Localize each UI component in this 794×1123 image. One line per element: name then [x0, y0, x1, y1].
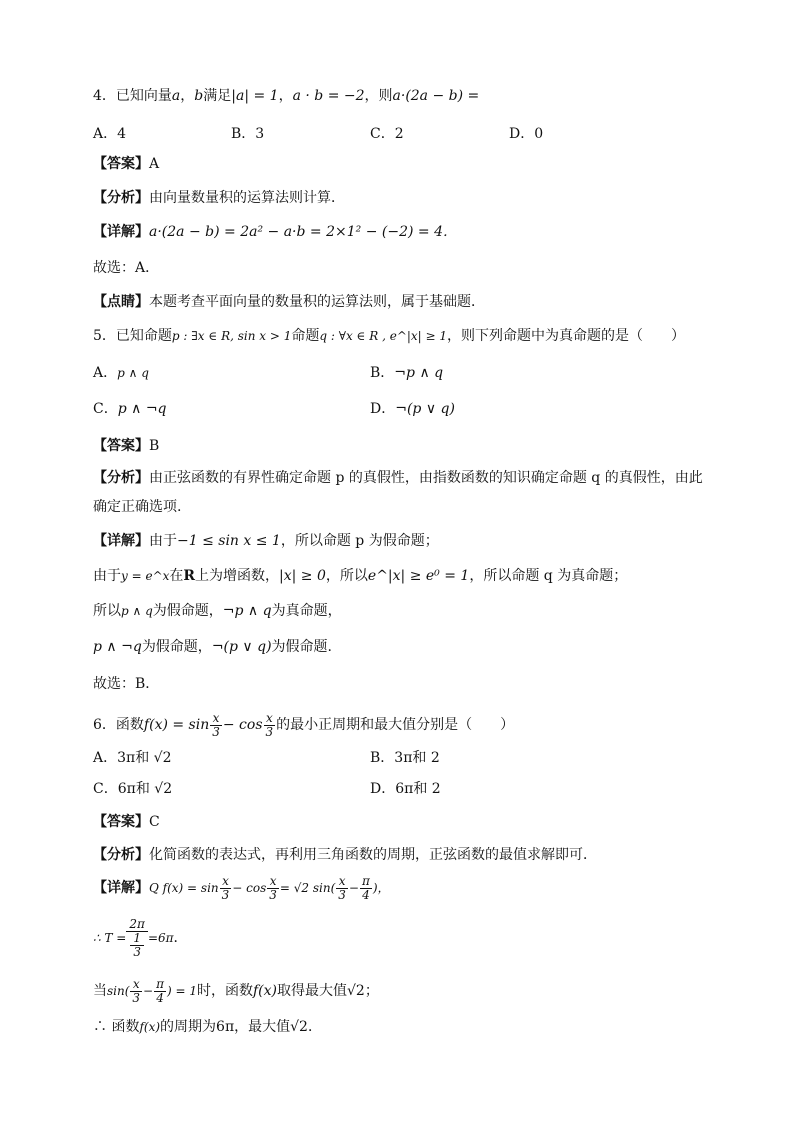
denominator: 3 [338, 887, 346, 902]
numerator: π [156, 976, 164, 991]
q5-stem [93, 326, 685, 346]
q5-detail-line2 [93, 566, 627, 586]
q6-stem-a: 6．函数 [93, 717, 144, 733]
text: 所以 [93, 603, 121, 619]
text: 的周期为 [160, 1019, 217, 1035]
math: ∴ T = [93, 931, 127, 945]
q5-q-def: q : ∀x ∈ R , e^|x| ≥ 1 [319, 329, 448, 343]
math: p ∧ q [121, 604, 153, 618]
text: ，所以命题 q 为真命题； [469, 568, 628, 584]
text: 时，函数 [197, 983, 253, 999]
math: f(x) [139, 1020, 161, 1034]
math: = √2 sin( [279, 881, 336, 895]
option-math: ¬p ∧ q [394, 365, 444, 381]
q6-answer [93, 812, 160, 832]
math: √2 [290, 1019, 308, 1035]
math: sin( [107, 984, 130, 998]
q4-detail [93, 222, 457, 242]
q5-answer-value: B [149, 438, 160, 454]
q4-option-d: D．0 [509, 126, 544, 142]
fraction [267, 875, 279, 902]
math: y = e^x [121, 569, 170, 583]
q6-option-d [370, 779, 441, 799]
math: − [348, 881, 359, 895]
fraction [360, 875, 372, 902]
denominator: 3 [265, 724, 274, 739]
q6-detail-line3 [93, 976, 379, 1006]
option-math: 3π和 2 [394, 750, 440, 766]
q4-then: ，则 [364, 88, 393, 104]
text: 在 [169, 568, 184, 584]
denominator: 3 [269, 887, 277, 902]
q5-answer [93, 436, 159, 456]
analysis-tag: 【分析】 [93, 190, 149, 206]
math: Q f(x) = sin [149, 881, 219, 895]
q4-sep: ， [180, 88, 195, 104]
q6-stem-b: 的最小正周期和最大值分别是（ ） [276, 717, 515, 733]
numerator: 1 [130, 932, 144, 946]
math: √2 [347, 983, 365, 999]
q4-answer-value: A [149, 156, 160, 172]
q5-option-a [93, 363, 149, 383]
option-label: D． [370, 781, 396, 797]
answer-tag: 【答案】 [93, 814, 149, 830]
fraction [154, 978, 166, 1005]
q4-vector-b: b [194, 88, 204, 104]
math: f(x) [253, 983, 278, 999]
denominator: 3 [132, 990, 141, 1005]
denominator: 3 [221, 887, 230, 902]
q4-stem [93, 86, 479, 106]
text: 为假命题. [271, 639, 332, 655]
detail-tag: 【详解】 [93, 224, 149, 240]
q5-detail-line3 [93, 601, 342, 621]
numerator: x [264, 712, 276, 726]
q6-option-c [93, 779, 172, 799]
option-label: B． [370, 750, 395, 766]
q4-analysis-text: 由向量数量积的运算法则计算． [149, 190, 345, 206]
text: ． [173, 930, 188, 946]
math: − cos [232, 881, 267, 895]
math: ) = 1 [167, 984, 197, 998]
option-math: 6π和 2 [395, 781, 441, 797]
math: e^|x| ≥ e⁰ = 1 [367, 568, 470, 584]
q4-norm: |a| = 1 [231, 88, 279, 104]
option-label: C． [93, 401, 118, 417]
q5-conclusion: 故选：B． [93, 676, 160, 692]
q4-detail-text: a·(2a − b) = 2a² − a·b = 2×1² − (−2) = 4． [149, 224, 457, 240]
text: 上为增函数， [195, 568, 280, 584]
answer-tag: 【答案】 [93, 438, 149, 454]
comment-tag: 【点睛】 [93, 294, 149, 310]
q6-option-a [93, 748, 172, 768]
fraction [264, 712, 276, 739]
text: ∴ 函数 [93, 1019, 140, 1035]
math: ¬(p ∨ q) [211, 639, 272, 655]
text: 由于 [149, 533, 177, 549]
q4-answer [93, 154, 159, 174]
fraction [210, 712, 222, 739]
q4-comment-text: 本题考查平面向量的数量积的运算法则，属于基础题． [149, 294, 485, 310]
math: p ∧ ¬q [93, 639, 142, 655]
q6-answer-value: C [149, 814, 160, 830]
text: ； [364, 983, 379, 999]
q6-detail-line2 [93, 912, 188, 964]
q4-option-c: C．2 [370, 126, 404, 142]
denominator: 4 [156, 990, 164, 1005]
numerator: π [361, 873, 370, 888]
denominator: 4 [362, 887, 370, 902]
text: ，所以 [325, 568, 368, 584]
option-math: 3π和 √2 [117, 750, 172, 766]
q4-stem-text: 4．已知向量 [93, 88, 172, 104]
q5-option-d [370, 399, 455, 419]
q6-analysis-text: 化简函数的表达式，再利用三角函数的周期，正弦函数的最值求解即可． [149, 847, 597, 863]
math: −1 ≤ sin x ≤ 1 [177, 533, 281, 549]
q5-detail-line1 [93, 531, 439, 551]
text: 为假命题， [141, 639, 212, 655]
q4-dot: a · b = −2 [292, 88, 365, 104]
math: − [143, 984, 154, 998]
analysis-tag: 【分析】 [93, 470, 149, 486]
answer-tag: 【答案】 [93, 156, 149, 172]
q6-stem [93, 710, 514, 740]
text: ，最大值 [234, 1019, 291, 1035]
q4-analysis [93, 188, 345, 208]
option-label: D． [370, 401, 396, 417]
q5-p-def: p : ∃x ∈ R, sin x > 1 [171, 329, 292, 343]
option-label: C． [93, 781, 118, 797]
q5-analysis-line2: 确定正确选项. [93, 499, 182, 515]
option-label: B． [370, 365, 395, 381]
math: 6π [216, 1019, 235, 1035]
text: 取得最大值 [277, 983, 348, 999]
numerator: x [336, 875, 348, 889]
q4-comment [93, 292, 485, 312]
period-fraction [126, 917, 148, 959]
math: =6π [147, 931, 174, 945]
numerator: x [220, 875, 232, 889]
denominator: 3 [133, 945, 141, 959]
denominator [126, 932, 148, 959]
q5-stem-c: ，则下列命题中为真命题的是（ ） [447, 328, 686, 344]
fraction [220, 875, 232, 902]
numerator: 2π [126, 917, 148, 932]
text: ，所以命题 p 为假命题； [280, 533, 439, 549]
denominator: 3 [212, 724, 220, 739]
option-label: A． [93, 750, 118, 766]
text: ． [307, 1019, 322, 1035]
option-label: A． [93, 365, 118, 381]
q5-option-b [370, 363, 443, 383]
q6-detail-line4 [93, 1017, 322, 1037]
q5-analysis-line1 [93, 468, 703, 488]
q6-detail-line1 [93, 873, 390, 903]
fraction [130, 978, 142, 1005]
numerator: x [210, 712, 222, 726]
q5-stem-b: 命题 [291, 328, 320, 344]
q5-stem-a: 5．已知命题 [93, 328, 172, 344]
q6-option-b [370, 748, 440, 768]
text: 由于 [93, 568, 121, 584]
math: |x| ≥ 0 [279, 568, 326, 584]
fraction [336, 875, 348, 902]
option-math: p ∧ ¬q [117, 401, 167, 417]
q5-analysis-text: 由正弦函数的有界性确定命题 p 的真假性，由指数函数的知识确定命题 q 的真假性，由此 [149, 470, 703, 486]
text: 为真命题， [271, 603, 342, 619]
q5-option-c [93, 399, 167, 419]
inner-fraction [130, 932, 144, 959]
numerator: x [130, 978, 142, 992]
q4-expr: a·(2a − b) = [392, 88, 480, 104]
q4-cond: 满足 [203, 88, 232, 104]
math: )， [372, 881, 390, 895]
numerator: x [267, 875, 279, 889]
math: ¬p ∧ q [222, 603, 272, 619]
text: 当 [93, 983, 107, 999]
math: R [183, 568, 196, 584]
option-math: ¬(p ∨ q) [395, 401, 455, 417]
q4-vector-a: a [171, 88, 181, 104]
detail-tag: 【详解】 [93, 880, 149, 896]
text: 为假命题， [152, 603, 223, 619]
q6-func: f(x) = sin [143, 717, 210, 733]
option-math: 6π和 √2 [117, 781, 173, 797]
q5-detail-line4 [93, 637, 332, 657]
q4-sep2: ， [278, 88, 293, 104]
detail-tag: 【详解】 [93, 533, 149, 549]
option-math: p ∧ q [117, 366, 149, 380]
q6-analysis [93, 845, 597, 865]
q4-option-b: B．3 [231, 126, 265, 142]
q6-cos: − cos [222, 717, 263, 733]
q4-conclusion: 故选：A． [93, 260, 160, 276]
analysis-tag: 【分析】 [93, 847, 149, 863]
q4-option-a: A．4 [93, 126, 127, 142]
